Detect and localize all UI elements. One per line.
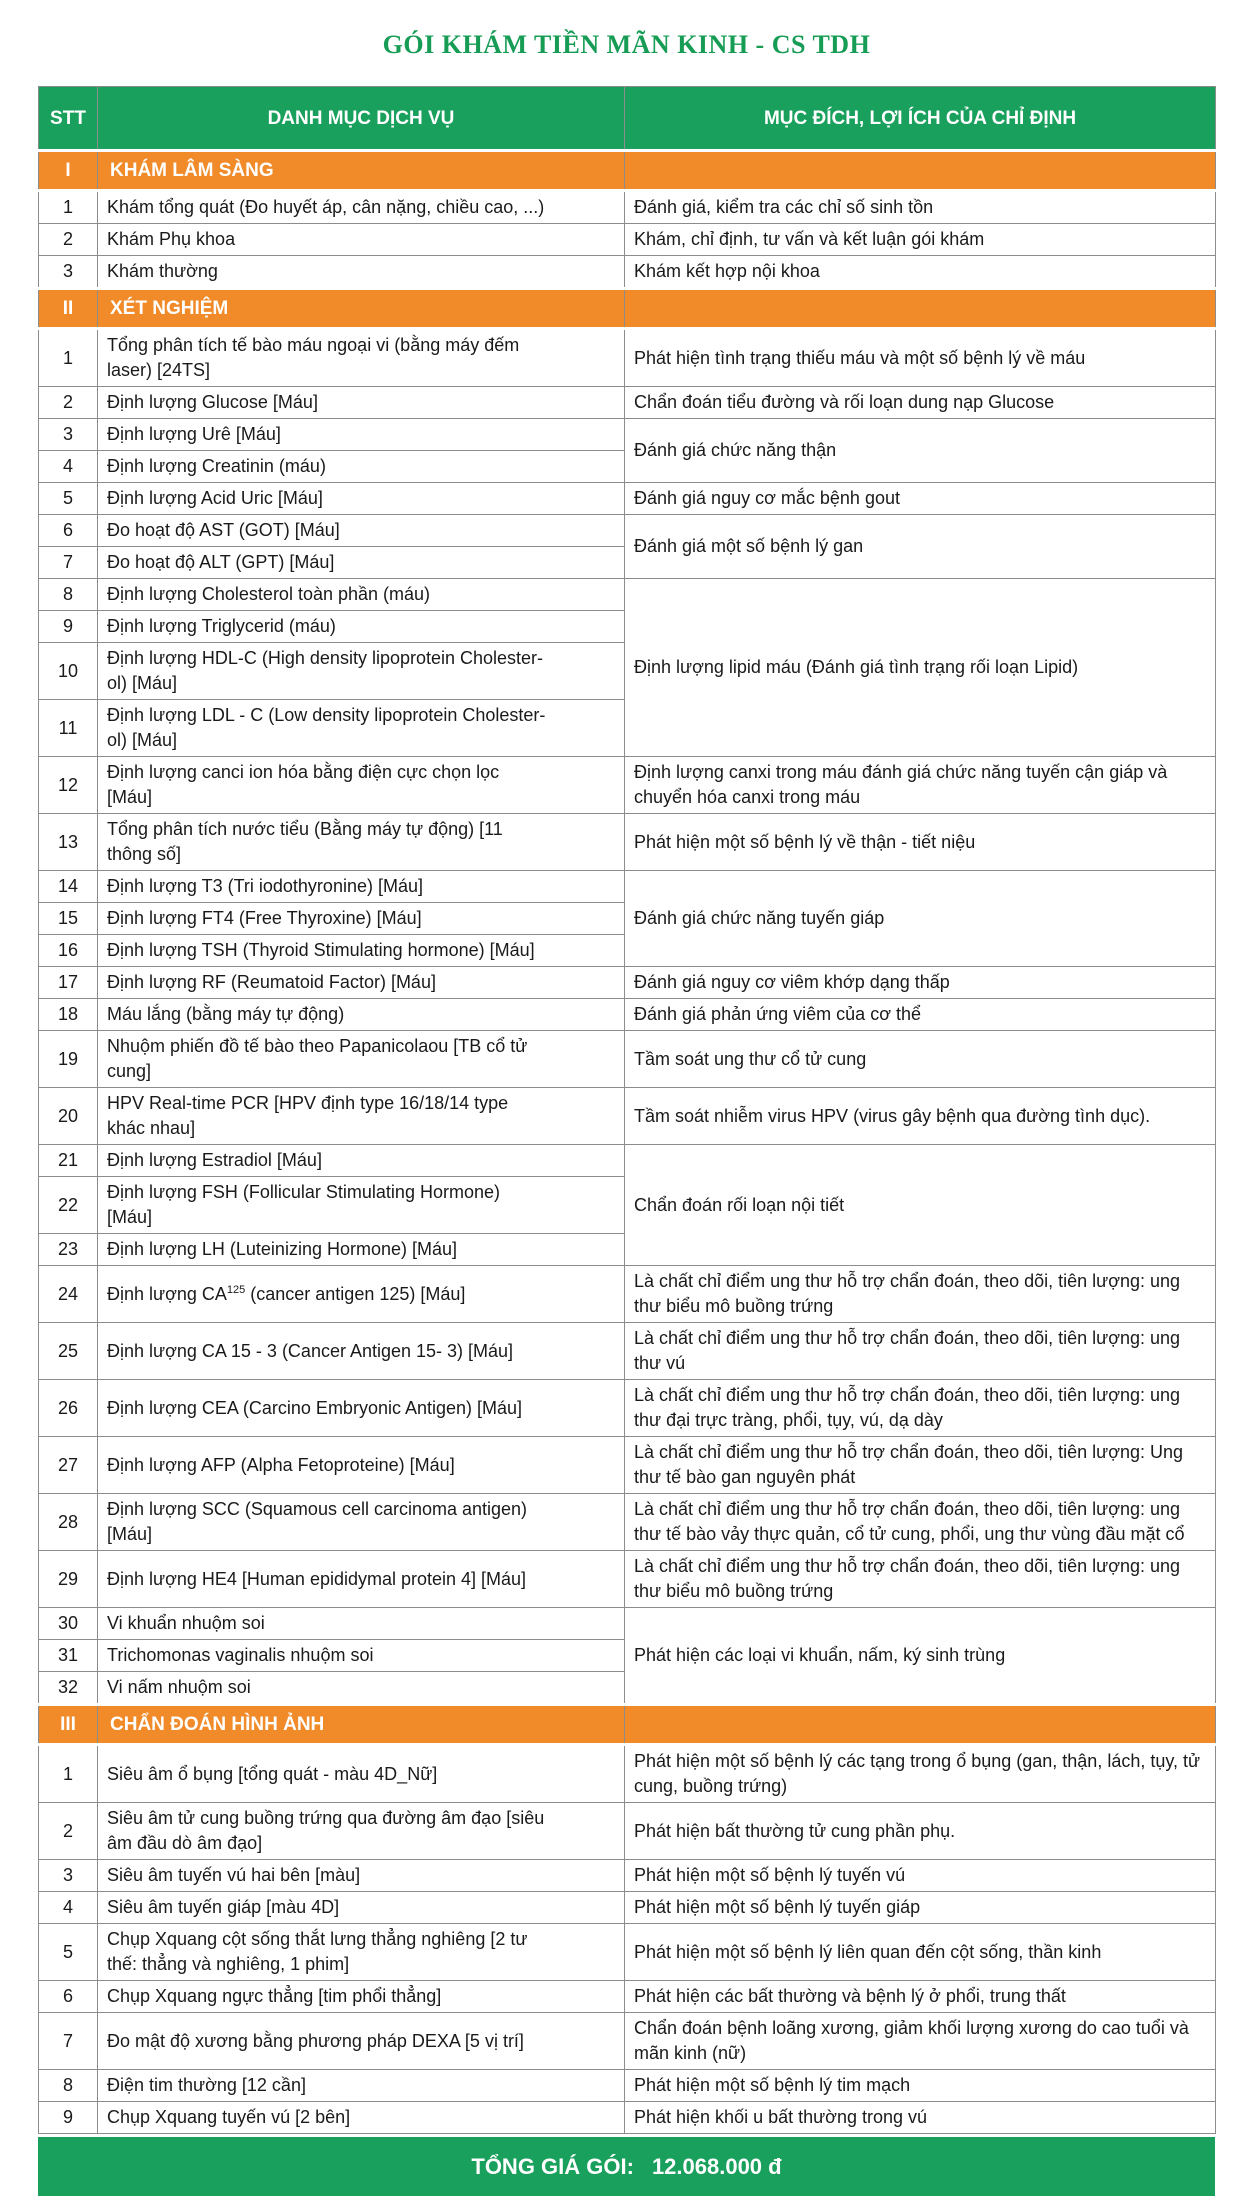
service-cell: Điện tim thường [12 cần] — [98, 2070, 625, 2102]
table-row — [39, 1437, 1216, 1494]
service-cell: Khám thường — [98, 256, 625, 289]
stt-cell: 8 — [39, 579, 98, 611]
stt-cell: 12 — [39, 757, 98, 814]
purpose-cell: Phát hiện các bất thường và bệnh lý ở phổi, trung thất — [625, 1981, 1216, 2013]
purpose-cell: Chẩn đoán rối loạn nội tiết — [625, 1145, 1216, 1266]
stt-cell: 29 — [39, 1551, 98, 1608]
stt-cell: 31 — [39, 1640, 98, 1672]
purpose-cell: Là chất chỉ điểm ung thư hỗ trợ chẩn đoán, theo dõi, tiên lượng: ung thư đại trực tràng, phổi, tụy, vú, dạ dày — [625, 1380, 1216, 1437]
purpose-cell: Phát hiện một số bệnh lý tim mạch — [625, 2070, 1216, 2102]
table-row — [39, 1892, 1216, 1924]
table-header — [39, 87, 1216, 151]
stt-cell: 3 — [39, 1860, 98, 1892]
table-row — [39, 1380, 1216, 1437]
table-row — [39, 2102, 1216, 2134]
table-row — [39, 419, 1216, 451]
service-cell: Chụp Xquang ngực thẳng [tim phổi thẳng] — [98, 1981, 625, 2013]
purpose-cell: Phát hiện khối u bất thường trong vú — [625, 2102, 1216, 2134]
service-cell: Định lượng TSH (Thyroid Stimulating hormone) [Máu] — [98, 935, 625, 967]
stt-cell: 1 — [39, 1745, 98, 1803]
service-cell: Định lượng AFP (Alpha Fetoproteine) [Máu] — [98, 1437, 625, 1494]
section-header-row — [39, 151, 1216, 191]
section-numeral: II — [39, 289, 98, 329]
header-purpose: MỤC ĐÍCH, LỢI ÍCH CỦA CHỈ ĐỊNH — [625, 87, 1216, 151]
stt-cell: 5 — [39, 1924, 98, 1981]
table-row — [39, 1494, 1216, 1551]
stt-cell: 4 — [39, 451, 98, 483]
service-cell: Định lượng Acid Uric [Máu] — [98, 483, 625, 515]
service-cell: Định lượng CEA (Carcino Embryonic Antigen) [Máu] — [98, 1380, 625, 1437]
table-row — [39, 256, 1216, 289]
table-row — [39, 1551, 1216, 1608]
service-cell: Định lượng Cholesterol toàn phần (máu) — [98, 579, 625, 611]
service-cell: Đo hoạt độ ALT (GPT) [Máu] — [98, 547, 625, 579]
service-cell: Siêu âm tuyến vú hai bên [màu] — [98, 1860, 625, 1892]
table-row — [39, 1924, 1216, 1981]
purpose-cell: Là chất chỉ điểm ung thư hỗ trợ chẩn đoán, theo dõi, tiên lượng: Ung thư tế bào gan nguyên phát — [625, 1437, 1216, 1494]
purpose-cell: Phát hiện một số bệnh lý tuyến vú — [625, 1860, 1216, 1892]
table-row — [39, 224, 1216, 256]
service-cell: Nhuộm phiến đồ tế bào theo Papanicolaou [TB cổ tử cung] — [98, 1031, 625, 1088]
section-header-row — [39, 289, 1216, 329]
table-row — [39, 999, 1216, 1031]
header-stt: STT — [39, 87, 98, 151]
stt-cell: 23 — [39, 1234, 98, 1266]
table-row — [39, 1981, 1216, 2013]
section-header-row — [39, 1705, 1216, 1745]
table-row — [39, 2070, 1216, 2102]
purpose-cell: Tầm soát nhiễm virus HPV (virus gây bệnh qua đường tình dục). — [625, 1088, 1216, 1145]
table-row — [39, 1803, 1216, 1860]
service-cell: Định lượng Estradiol [Máu] — [98, 1145, 625, 1177]
table-row — [39, 1145, 1216, 1177]
stt-cell: 16 — [39, 935, 98, 967]
purpose-cell: Phát hiện các loại vi khuẩn, nấm, ký sinh trùng — [625, 1608, 1216, 1705]
service-cell: Định lượng FSH (Follicular Stimulating Hormone) [Máu] — [98, 1177, 625, 1234]
purpose-cell: Là chất chỉ điểm ung thư hỗ trợ chẩn đoán, theo dõi, tiên lượng: ung thư vú — [625, 1323, 1216, 1380]
purpose-cell: Đánh giá nguy cơ mắc bệnh gout — [625, 483, 1216, 515]
service-cell: Khám Phụ khoa — [98, 224, 625, 256]
service-cell: Tổng phân tích nước tiểu (Bằng máy tự động) [11 thông số] — [98, 814, 625, 871]
service-cell: Định lượng Creatinin (máu) — [98, 451, 625, 483]
table-row — [39, 814, 1216, 871]
stt-cell: 7 — [39, 2013, 98, 2070]
table-body — [39, 151, 1216, 2134]
stt-cell: 11 — [39, 700, 98, 757]
stt-cell: 19 — [39, 1031, 98, 1088]
stt-cell: 30 — [39, 1608, 98, 1640]
stt-cell: 7 — [39, 547, 98, 579]
stt-cell: 14 — [39, 871, 98, 903]
service-cell: Định lượng HDL-C (High density lipoprotein Cholester- ol) [Máu] — [98, 643, 625, 700]
purpose-cell: Chẩn đoán tiểu đường và rối loạn dung nạp Glucose — [625, 387, 1216, 419]
service-cell: Định lượng T3 (Tri iodothyronine) [Máu] — [98, 871, 625, 903]
table-row — [39, 1323, 1216, 1380]
table-row — [39, 387, 1216, 419]
header-service: DANH MỤC DỊCH VỤ — [98, 87, 625, 151]
service-cell: Chụp Xquang cột sống thắt lưng thẳng nghiêng [2 tư thế: thẳng và nghiêng, 1 phim] — [98, 1924, 625, 1981]
service-cell: HPV Real-time PCR [HPV định type 16/18/14 type khác nhau] — [98, 1088, 625, 1145]
service-cell: Định lượng CA 15 - 3 (Cancer Antigen 15- 3) [Máu] — [98, 1323, 625, 1380]
stt-cell: 21 — [39, 1145, 98, 1177]
table-row — [39, 1745, 1216, 1803]
purpose-cell: Đánh giá, kiểm tra các chỉ số sinh tồn — [625, 191, 1216, 224]
purpose-cell: Định lượng lipid máu (Đánh giá tình trạng rối loạn Lipid) — [625, 579, 1216, 757]
purpose-cell: Định lượng canxi trong máu đánh giá chức năng tuyến cận giáp và chuyển hóa canxi trong máu — [625, 757, 1216, 814]
purpose-cell: Phát hiện một số bệnh lý tuyến giáp — [625, 1892, 1216, 1924]
stt-cell: 32 — [39, 1672, 98, 1705]
stt-cell: 5 — [39, 483, 98, 515]
total-price-label: TỔNG GIÁ GÓI: — [471, 2153, 634, 2179]
service-table — [38, 86, 1216, 2134]
service-cell: Định lượng SCC (Squamous cell carcinoma antigen) [Máu] — [98, 1494, 625, 1551]
service-cell: Định lượng Urê [Máu] — [98, 419, 625, 451]
section-bar-spacer — [625, 1705, 1216, 1745]
service-cell: Đo mật độ xương bằng phương pháp DEXA [5 vị trí] — [98, 2013, 625, 2070]
service-cell: Định lượng HE4 [Human epididymal protein 4] [Máu] — [98, 1551, 625, 1608]
section-title: KHÁM LÂM SÀNG — [98, 151, 625, 191]
page-title: GÓI KHÁM TIỀN MÃN KINH - CS TDH — [382, 30, 871, 59]
service-cell: Định lượng LH (Luteinizing Hormone) [Máu] — [98, 1234, 625, 1266]
purpose-cell: Là chất chỉ điểm ung thư hỗ trợ chẩn đoán, theo dõi, tiên lượng: ung thư biểu mô buồng trứng — [625, 1266, 1216, 1323]
section-title: XÉT NGHIỆM — [98, 289, 625, 329]
service-cell: Định lượng RF (Reumatoid Factor) [Máu] — [98, 967, 625, 999]
stt-cell: 20 — [39, 1088, 98, 1145]
purpose-cell: Đánh giá chức năng tuyến giáp — [625, 871, 1216, 967]
purpose-cell: Phát hiện một số bệnh lý các tạng trong ổ bụng (gan, thận, lách, tụy, tử cung, buồng trứng) — [625, 1745, 1216, 1803]
table-row — [39, 191, 1216, 224]
service-cell: Siêu âm tử cung buồng trứng qua đường âm đạo [siêu âm đầu dò âm đạo] — [98, 1803, 625, 1860]
purpose-cell: Phát hiện một số bệnh lý liên quan đến cột sống, thần kinh — [625, 1924, 1216, 1981]
purpose-cell: Phát hiện tình trạng thiếu máu và một số bệnh lý về máu — [625, 329, 1216, 387]
purpose-cell: Là chất chỉ điểm ung thư hỗ trợ chẩn đoán, theo dõi, tiên lượng: ung thư tế bào vảy thực quản, cổ tử cung, phổi, ung thư vùng đầu mặt cổ — [625, 1494, 1216, 1551]
purpose-cell: Khám, chỉ định, tư vấn và kết luận gói khám — [625, 224, 1216, 256]
table-row — [39, 757, 1216, 814]
service-cell: Định lượng LDL - C (Low density lipoprotein Cholester- ol) [Máu] — [98, 700, 625, 757]
service-cell: Máu lắng (bằng máy tự động) — [98, 999, 625, 1031]
service-cell: Đo hoạt độ AST (GOT) [Máu] — [98, 515, 625, 547]
table-row — [39, 1031, 1216, 1088]
service-cell: Trichomonas vaginalis nhuộm soi — [98, 1640, 625, 1672]
stt-cell: 10 — [39, 643, 98, 700]
purpose-cell: Phát hiện bất thường tử cung phần phụ. — [625, 1803, 1216, 1860]
stt-cell: 24 — [39, 1266, 98, 1323]
table-row — [39, 1860, 1216, 1892]
purpose-cell: Là chất chỉ điểm ung thư hỗ trợ chẩn đoán, theo dõi, tiên lượng: ung thư biểu mô buồng trứng — [625, 1551, 1216, 1608]
table-row — [39, 2013, 1216, 2070]
table-row — [39, 579, 1216, 611]
stt-cell: 1 — [39, 329, 98, 387]
stt-cell: 17 — [39, 967, 98, 999]
purpose-cell: Đánh giá một số bệnh lý gan — [625, 515, 1216, 579]
stt-cell: 26 — [39, 1380, 98, 1437]
stt-cell: 2 — [39, 387, 98, 419]
table-row — [39, 515, 1216, 547]
service-cell: Khám tổng quát (Đo huyết áp, cân nặng, chiều cao, ...) — [98, 191, 625, 224]
stt-cell: 6 — [39, 1981, 98, 2013]
stt-cell: 13 — [39, 814, 98, 871]
table-row — [39, 329, 1216, 387]
service-cell: Định lượng FT4 (Free Thyroxine) [Máu] — [98, 903, 625, 935]
stt-cell: 28 — [39, 1494, 98, 1551]
stt-cell: 1 — [39, 191, 98, 224]
stt-cell: 9 — [39, 2102, 98, 2134]
purpose-cell: Chẩn đoán bệnh loãng xương, giảm khối lượng xương do cao tuổi và mãn kinh (nữ) — [625, 2013, 1216, 2070]
service-cell: Tổng phân tích tế bào máu ngoại vi (bằng máy đếm laser) [24TS] — [98, 329, 625, 387]
stt-cell: 4 — [39, 1892, 98, 1924]
stt-cell: 25 — [39, 1323, 98, 1380]
stt-cell: 8 — [39, 2070, 98, 2102]
service-cell: Định lượng Glucose [Máu] — [98, 387, 625, 419]
purpose-cell: Đánh giá phản ứng viêm của cơ thể — [625, 999, 1216, 1031]
table-row — [39, 871, 1216, 903]
section-bar-spacer — [625, 289, 1216, 329]
table-header-row — [39, 87, 1216, 151]
service-cell: Vi nấm nhuộm soi — [98, 1672, 625, 1705]
section-bar-spacer — [625, 151, 1216, 191]
table-row — [39, 1088, 1216, 1145]
purpose-cell: Khám kết hợp nội khoa — [625, 256, 1216, 289]
section-numeral: III — [39, 1705, 98, 1745]
stt-cell: 27 — [39, 1437, 98, 1494]
table-row — [39, 1608, 1216, 1640]
stt-cell: 3 — [39, 256, 98, 289]
purpose-cell: Đánh giá nguy cơ viêm khớp dạng thấp — [625, 967, 1216, 999]
stt-cell: 2 — [39, 1803, 98, 1860]
stt-cell: 18 — [39, 999, 98, 1031]
table-row — [39, 967, 1216, 999]
section-title: CHẨN ĐOÁN HÌNH ẢNH — [98, 1705, 625, 1745]
stt-cell: 3 — [39, 419, 98, 451]
service-cell: Định lượng canci ion hóa bằng điện cực chọn lọc [Máu] — [98, 757, 625, 814]
service-cell: Định lượng Triglycerid (máu) — [98, 611, 625, 643]
stt-cell: 9 — [39, 611, 98, 643]
stt-cell: 2 — [39, 224, 98, 256]
table-row — [39, 1266, 1216, 1323]
service-cell: Vi khuẩn nhuộm soi — [98, 1608, 625, 1640]
service-cell: Chụp Xquang tuyến vú [2 bên] — [98, 2102, 625, 2134]
section-numeral: I — [39, 151, 98, 191]
service-cell: Định lượng CA$^{125}$ (cancer antigen 125) [Máu] — [98, 1266, 625, 1323]
purpose-cell: Đánh giá chức năng thận — [625, 419, 1216, 483]
total-price-bar — [38, 2137, 1215, 2196]
purpose-cell: Phát hiện một số bệnh lý về thận - tiết niệu — [625, 814, 1216, 871]
stt-cell: 22 — [39, 1177, 98, 1234]
stt-cell: 6 — [39, 515, 98, 547]
table-row — [39, 483, 1216, 515]
purpose-cell: Tầm soát ung thư cổ tử cung — [625, 1031, 1216, 1088]
service-cell: Siêu âm tuyến giáp [màu 4D] — [98, 1892, 625, 1924]
service-cell: Siêu âm ổ bụng [tổng quát - màu 4D_Nữ] — [98, 1745, 625, 1803]
stt-cell: 15 — [39, 903, 98, 935]
total-price-value: 12.068.000 đ — [651, 2153, 782, 2179]
